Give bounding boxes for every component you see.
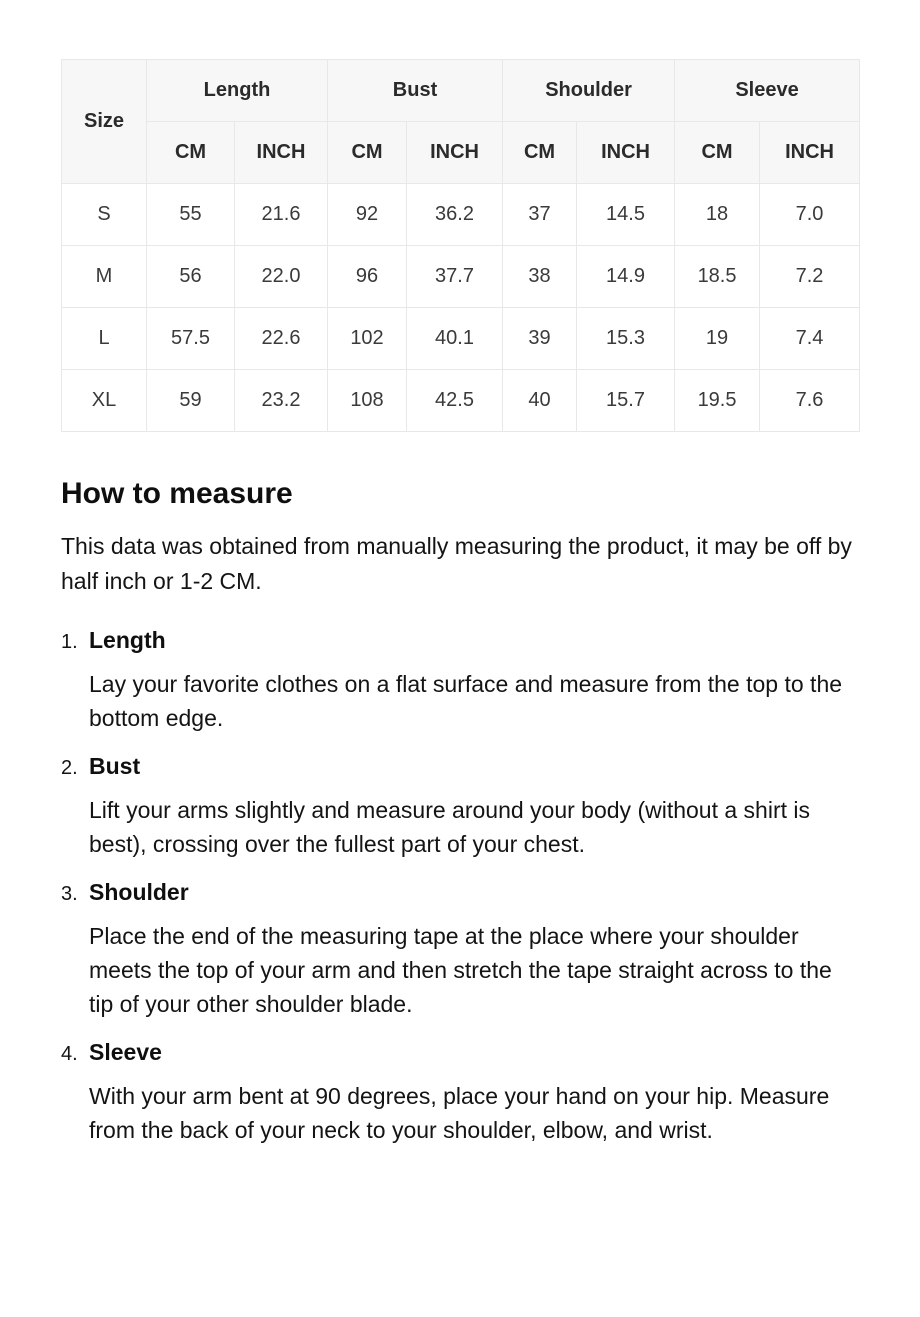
table-cell: 18.5 bbox=[675, 246, 760, 308]
unit-header: INCH bbox=[577, 122, 675, 184]
measure-steps-list bbox=[61, 625, 859, 1147]
table-cell: 37.7 bbox=[407, 246, 503, 308]
table-cell: 7.0 bbox=[760, 184, 860, 246]
group-header-row bbox=[62, 60, 860, 122]
step-number: 2. bbox=[61, 757, 78, 779]
size-cell: L bbox=[62, 308, 147, 370]
step-description: Place the end of the measuring tape at the place where your shoulder meets the top of your arm and then stretch the tape straight across to the tip of your other shoulder blade. bbox=[89, 923, 832, 1017]
table-cell: 102 bbox=[328, 308, 407, 370]
unit-header: INCH bbox=[760, 122, 860, 184]
unit-header: CM bbox=[147, 122, 235, 184]
list-item bbox=[61, 625, 859, 735]
table-cell: 37 bbox=[503, 184, 577, 246]
table-row bbox=[62, 370, 860, 432]
table-cell: 40.1 bbox=[407, 308, 503, 370]
group-header-length: Length bbox=[147, 60, 328, 122]
table-cell: 38 bbox=[503, 246, 577, 308]
unit-header: CM bbox=[503, 122, 577, 184]
table-cell: 7.2 bbox=[760, 246, 860, 308]
table-cell: 7.6 bbox=[760, 370, 860, 432]
list-item bbox=[61, 751, 859, 861]
table-row bbox=[62, 308, 860, 370]
table-row bbox=[62, 184, 860, 246]
table-cell: 42.5 bbox=[407, 370, 503, 432]
step-term: Bust bbox=[89, 753, 141, 779]
table-cell: 22.0 bbox=[235, 246, 328, 308]
table-row bbox=[62, 246, 860, 308]
step-description: Lift your arms slightly and measure around your body (without a shirt is best), crossing over the fullest part of your chest. bbox=[89, 797, 810, 857]
table-cell: 55 bbox=[147, 184, 235, 246]
size-cell: S bbox=[62, 184, 147, 246]
step-term: Shoulder bbox=[89, 879, 189, 905]
list-item bbox=[61, 1037, 859, 1147]
table-cell: 108 bbox=[328, 370, 407, 432]
step-body bbox=[89, 751, 859, 861]
list-item bbox=[61, 877, 859, 1021]
table-cell: 14.5 bbox=[577, 184, 675, 246]
size-cell: M bbox=[62, 246, 147, 308]
size-cell: XL bbox=[62, 370, 147, 432]
table-cell: 59 bbox=[147, 370, 235, 432]
step-body bbox=[89, 877, 859, 1021]
how-to-measure-section bbox=[61, 476, 859, 1147]
unit-header: CM bbox=[328, 122, 407, 184]
size-column-header: Size bbox=[62, 60, 147, 184]
table-cell: 96 bbox=[328, 246, 407, 308]
step-term: Length bbox=[89, 627, 166, 653]
intro-text: This data was obtained from manually measuring the product, it may be off by half inch or 1-2 CM. bbox=[61, 533, 852, 594]
group-header-shoulder: Shoulder bbox=[503, 60, 675, 122]
step-description: With your arm bent at 90 degrees, place your hand on your hip. Measure from the back of your neck to your shoulder, elbow, and wrist. bbox=[89, 1083, 830, 1143]
step-number: 4. bbox=[61, 1043, 78, 1065]
size-chart-table bbox=[61, 59, 860, 432]
table-cell: 36.2 bbox=[407, 184, 503, 246]
table-cell: 19 bbox=[675, 308, 760, 370]
table-cell: 22.6 bbox=[235, 308, 328, 370]
table-cell: 18 bbox=[675, 184, 760, 246]
unit-header: INCH bbox=[407, 122, 503, 184]
table-header bbox=[62, 60, 860, 184]
section-heading: How to measure bbox=[61, 477, 293, 510]
group-header-bust: Bust bbox=[328, 60, 503, 122]
table-cell: 92 bbox=[328, 184, 407, 246]
group-header-sleeve: Sleeve bbox=[675, 60, 860, 122]
step-term: Sleeve bbox=[89, 1039, 162, 1065]
table-body bbox=[62, 184, 860, 432]
table-cell: 39 bbox=[503, 308, 577, 370]
unit-header: CM bbox=[675, 122, 760, 184]
step-number: 1. bbox=[61, 631, 78, 653]
table-cell: 23.2 bbox=[235, 370, 328, 432]
table-cell: 57.5 bbox=[147, 308, 235, 370]
table-cell: 15.3 bbox=[577, 308, 675, 370]
table-cell: 56 bbox=[147, 246, 235, 308]
table-cell: 21.6 bbox=[235, 184, 328, 246]
unit-header-row bbox=[62, 122, 860, 184]
step-body bbox=[89, 625, 859, 735]
step-body bbox=[89, 1037, 859, 1147]
table-cell: 40 bbox=[503, 370, 577, 432]
table-cell: 15.7 bbox=[577, 370, 675, 432]
table-cell: 7.4 bbox=[760, 308, 860, 370]
step-description: Lay your favorite clothes on a flat surface and measure from the top to the bottom edge. bbox=[89, 671, 843, 731]
table-cell: 14.9 bbox=[577, 246, 675, 308]
step-number: 3. bbox=[61, 883, 78, 905]
table-cell: 19.5 bbox=[675, 370, 760, 432]
unit-header: INCH bbox=[235, 122, 328, 184]
